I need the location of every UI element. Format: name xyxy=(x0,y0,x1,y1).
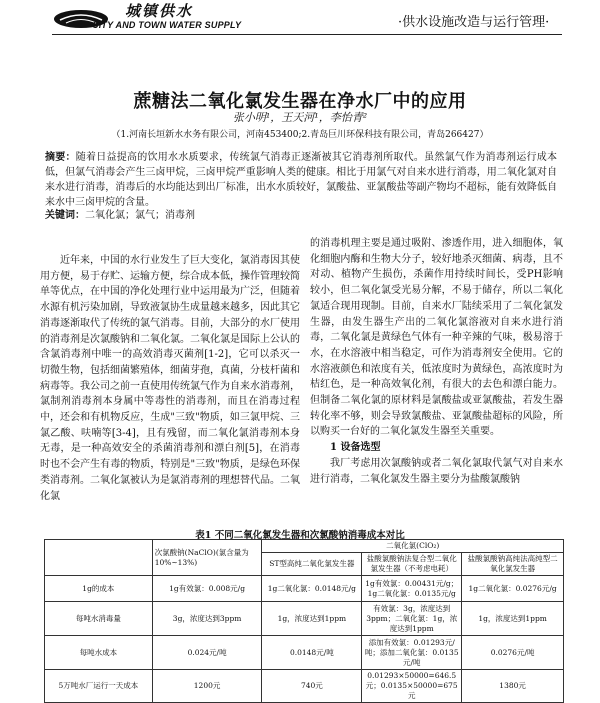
keywords-text: 二氧化氯；氯气；消毒剂 xyxy=(85,210,195,221)
abstract-label: 摘要： xyxy=(45,152,76,163)
body-left-column xyxy=(40,253,300,504)
abstract xyxy=(45,150,557,210)
article-title: 蔗糖法二氧化氯发生器在净水厂中的应用 xyxy=(133,91,467,112)
body-right-column xyxy=(310,236,563,487)
table-row xyxy=(45,576,564,602)
body-paragraph: 的消毒机理主要是通过吸附、渗透作用，进入细胞体，氧化细胞内酶和生物大分子，较好地杀灭细菌、病毒，且不对动、植物产生损伤，杀菌作用持续时间长，受PH影响较小，但二氧化氯受光易分解，不易于储存，所以二氧化氯适合现用现制。目前，自来水厂陆续采用了二氧化氯发生器，由发生器生产出的二氧化氯溶液对自来水进行消毒，二氧化氯是黄绿色气体有一种辛辣的气味，极易溶于水，在水溶液中相当稳定，可作为消毒剂安全使用。它的水溶液颜色和浓度有关，低浓度时为黄绿色，高浓度时为桔红色，是一种高效氧化剂，有很大的去色和漂白能力。但制备二氧化氯的原材料是氯酸盐或亚氯酸盐，若发生器转化率不够，则会导致氯酸盐、亚氯酸盐超标的风险，所以购买一台好的二氧化氯发生器至关重要。 xyxy=(310,238,563,438)
table-row xyxy=(45,602,564,636)
table-cell: 0.0276元/吨 xyxy=(462,636,564,670)
header-divider xyxy=(52,34,562,35)
table-cell: 1g二氧化氯：0.0148元/g xyxy=(262,576,362,602)
table-cell: 0.01293×50000=646.5元；0.0135×50000=675元 xyxy=(362,670,462,703)
table-row-label: 每吨水成本 xyxy=(45,636,153,670)
table-subheader-st: ST型高纯二氧化氯发生器 xyxy=(262,553,362,576)
section-tag: ·供水设施改造与运行管理· xyxy=(398,15,550,30)
table-cell: 0.024元/吨 xyxy=(152,636,262,670)
keywords xyxy=(45,209,557,223)
table-row xyxy=(45,670,564,703)
keywords-label: 关键词： xyxy=(45,210,85,221)
table-cell: 1g有效氯：0.008元/g xyxy=(152,576,262,602)
table-header-clo2: 二氧化氯(ClO₂) xyxy=(262,540,564,553)
table-header-sodium: 次氯酸钠(NaClO)(氯含量为10%~13%) xyxy=(152,540,262,576)
body-paragraph: 近年来，中国的水行业发生了巨大变化，氯消毒因其使用方便，易于存贮、运输方便，综合成本低，操作管理较简单等优点，在中国的净化处理行业中运用最为广泛，但随着水源有机污染加剧，导致液氯协生成量越来越多，因此其它消毒逐渐取代了传统的氯气消毒。目前，大部分的水厂使用的消毒剂是次氯酸钠和二氧化氯。二氧化氯是国际上公认的含氯消毒剂中唯一的高效消毒灭菌剂[1-2]，它可以杀灭一切微生物，包括细菌繁殖体，细菌芽孢，真菌，分枝杆菌和病毒等。我公司之前一直使用传统氯气作为自来水消毒剂，氯制剂消毒剂本身属中等毒性的消毒剂，而且在消毒过程中，还会和有机物反应，生成"三致"物质，如三氯甲烷、三氯乙酸、呋喃等[3-4]，且有残留，而二氧化氯消毒剂本身无毒，是一种高效安全的杀菌消毒剂和漂白剂[5]，在消毒时也不会产生有毒的物质，特别是"三致"物质，是绿色环保类消毒剂。二氧化氯被认为是氯消毒剂的理想替代品。二氧化氯 xyxy=(40,255,300,502)
table-cell: 1g，浓度达到1ppm xyxy=(462,602,564,636)
table-cell: 有效氯：3g，浓度达到3ppm；二氧化氯：1g，浓度达到1ppm xyxy=(362,602,462,636)
author-affiliation: （1.河南长垣新水水务有限公司，河南453400;2.青岛巨川环保科技有限公司，青岛266427） xyxy=(111,130,489,140)
table-header-row xyxy=(45,540,564,553)
table-cell: 0.0148元/吨 xyxy=(262,636,362,670)
article-authors: 张小明¹，王天河¹，李怡青² xyxy=(232,111,368,124)
section-heading: 1 设备选型 xyxy=(330,442,381,454)
table-cell: 1g，浓度达到1ppm xyxy=(262,602,362,636)
table-cell: 1200元 xyxy=(152,670,262,703)
journal-logo-en: CITY AND TOWN WATER SUPPLY xyxy=(92,20,242,30)
abstract-text: 随着日益提高的饮用水水质要求，传统氯气消毒正逐渐被其它消毒剂所取代。虽然氯气作为消毒剂运行成本低，但氯气消毒会产生三卤甲烷，三卤甲烷严重影响人类的健康。相比于用氯气对自来水进行消毒，用二氧化氯对自来水进行消毒，消毒后的水均能达到出厂标准，出水水质较好，氯酸盐、亚氯酸盐等副产物均不超标，能有效降低自来水中三卤甲烷的含量。 xyxy=(45,152,558,208)
table-subheader-composite: 盐酸氯酸钠法复合型二氧化氯发生器（不考虑电耗） xyxy=(362,553,462,576)
table-header-blank xyxy=(45,540,153,576)
table-cell: 3g，浓度达到3ppm xyxy=(152,602,262,636)
table-subheader-highpurity: 盐酸氯酸钠高纯法高纯型二氧化氯发生器 xyxy=(462,553,564,576)
table-cell: 添加有效氯：0.01293元/吨；添加二氧化氯：0.0135元/吨 xyxy=(362,636,462,670)
table-cell: 740元 xyxy=(262,670,362,703)
table-caption: 表1 不同二氧化氯发生器和次氯酸钠消毒成本对比 xyxy=(195,530,405,541)
journal-logo-cn: 城镇供水 xyxy=(125,2,194,20)
table-cell: 1380元 xyxy=(462,670,564,703)
table-row-label: 5万吨水厂运行一天成本 xyxy=(45,670,153,703)
table-row-label: 每吨水消毒量 xyxy=(45,602,153,636)
table-row-label: 1g的成本 xyxy=(45,576,153,602)
table-cell: 1g有效氯：0.00431元/g；1g二氧化氯：0.0135元/g xyxy=(362,576,462,602)
table-cell: 1g二氧化氯：0.0276元/g xyxy=(462,576,564,602)
table-row xyxy=(45,636,564,670)
body-paragraph: 我厂考虑用次氯酸钠或者二氧化氯取代氯气对自来水进行消毒，二氧化氯发生器主要分为盐酸氯酸钠 xyxy=(310,457,563,485)
cost-comparison-table xyxy=(44,539,564,703)
